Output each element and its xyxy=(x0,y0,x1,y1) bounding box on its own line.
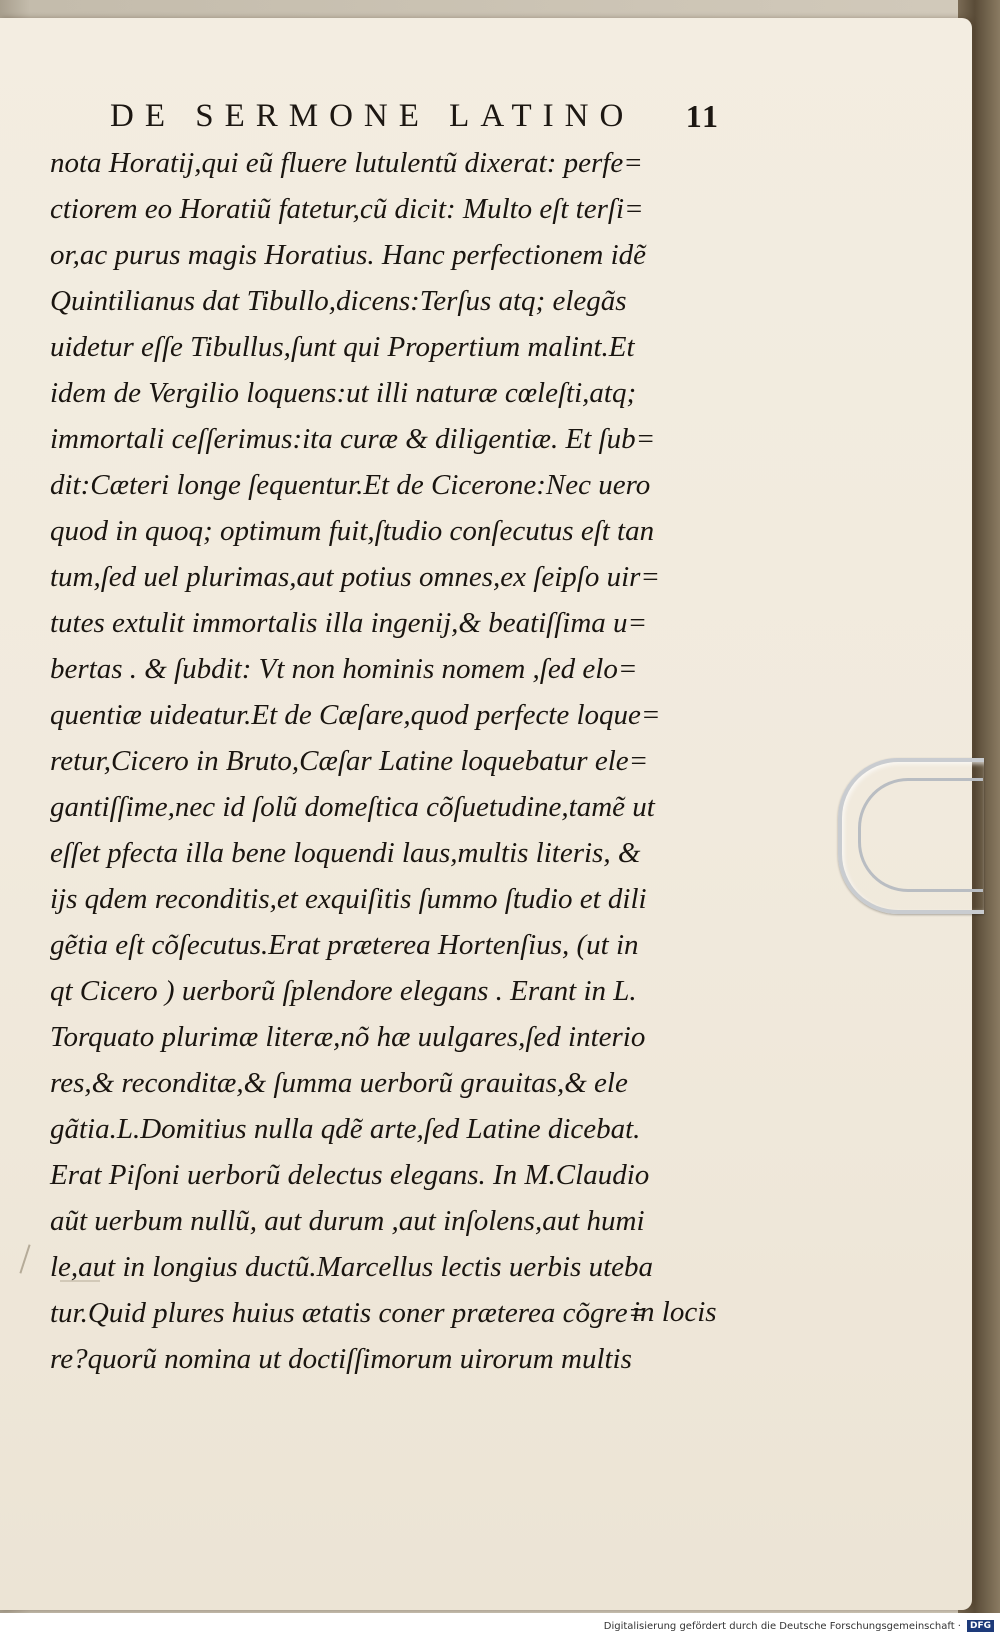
text-line: gãtia.L.Domitius nulla qdẽ arte,ſed Latine dicebat. xyxy=(50,1113,641,1145)
text-line: gantiſſime,nec id ſolũ domeſtica cõſuetudine,tamẽ ut xyxy=(50,791,655,823)
digitization-credit: Digitalisierung gefördert durch die Deutsche Forschungsgemeinschaft · xyxy=(603,1620,961,1632)
text-line: bertas . & ſubdit: Vt non hominis nomem ,ſed elo= xyxy=(50,653,638,685)
text-line: gẽtia eſt cõſecutus.Erat præterea Hortenſius, (ut in xyxy=(50,929,639,961)
text-line: quentiæ uideatur.Et de Cæſare,quod perfecte loque= xyxy=(50,699,661,731)
running-title: DE SERMONE LATINO xyxy=(110,97,635,134)
text-line: idem de Vergilio loquens:ut illi naturæ cœleſti,atq; xyxy=(50,377,637,409)
text-line: quod in quoq; optimum fuit,ſtudio conſecutus eſt tan xyxy=(50,515,655,547)
footer-bar xyxy=(0,1613,1000,1639)
text-line: uidetur eſſe Tibullus,ſunt qui Propertium malint.Et xyxy=(50,331,635,363)
text-line: tur.Quid plures huius ætatis coner præterea cõgre= xyxy=(50,1297,648,1329)
text-line: tutes extulit immortalis illa ingenij,& beatiſſima u= xyxy=(50,607,648,639)
page-header xyxy=(110,96,720,136)
text-line: dit:Cæteri longe ſequentur.Et de Cicerone:Nec uero xyxy=(50,469,651,501)
text-line: immortali ceſſerimus:ita curæ & diligentiæ. Et ſub= xyxy=(50,423,656,455)
text-line: res,& reconditæ,& ſumma uerborũ grauitas,& ele xyxy=(50,1067,628,1099)
dfg-logo: DFG xyxy=(967,1620,994,1632)
text-line: retur,Cicero in Bruto,Cæſar Latine loquebatur ele= xyxy=(50,745,649,777)
paper-clip-inner xyxy=(858,778,983,892)
text-line: re?quorũ nomina ut doctiſſimorum uirorum multis xyxy=(50,1343,632,1375)
text-line: or,ac purus magis Horatius. Hanc perfectionem idẽ xyxy=(50,239,647,271)
text-line: qt Cicero ) uerborũ ſplendore elegans . Erant in L. xyxy=(50,975,637,1007)
text-line: ctiorem eo Horatiũ fatetur,cũ dicit: Multo eſt terſi= xyxy=(50,193,644,225)
text-line: tum,ſed uel plurimas,aut potius omnes,ex ſeipſo uir= xyxy=(50,561,660,593)
text-line: Quintilianus dat Tibullo,dicens:Terſus atq; elegãs xyxy=(50,285,627,317)
page-number: 11 xyxy=(685,97,720,134)
text-line: aũt uerbum nullũ, aut durum ,aut inſolens,aut humi xyxy=(50,1205,645,1237)
text-line: Torquato plurimæ literæ,nõ hæ uulgares,ſed interio xyxy=(50,1021,646,1053)
catchword: in locis xyxy=(632,1296,717,1328)
text-line: nota Horatij,qui eũ fluere lutulentũ dixerat: perfe= xyxy=(50,147,643,179)
body-text xyxy=(50,140,730,1382)
text-line: le,aut in longius ductũ.Marcellus lectis uerbis uteba xyxy=(50,1251,654,1283)
text-line: eſſet pfecta illa bene loquendi laus,multis literis, & xyxy=(50,837,641,869)
text-line: Erat Piſoni uerborũ delectus elegans. In M.Claudio xyxy=(50,1159,650,1191)
paper-mark xyxy=(19,1244,30,1273)
text-line: ijs qdem reconditis,et exquiſitis ſummo ſtudio et dili xyxy=(50,883,647,915)
